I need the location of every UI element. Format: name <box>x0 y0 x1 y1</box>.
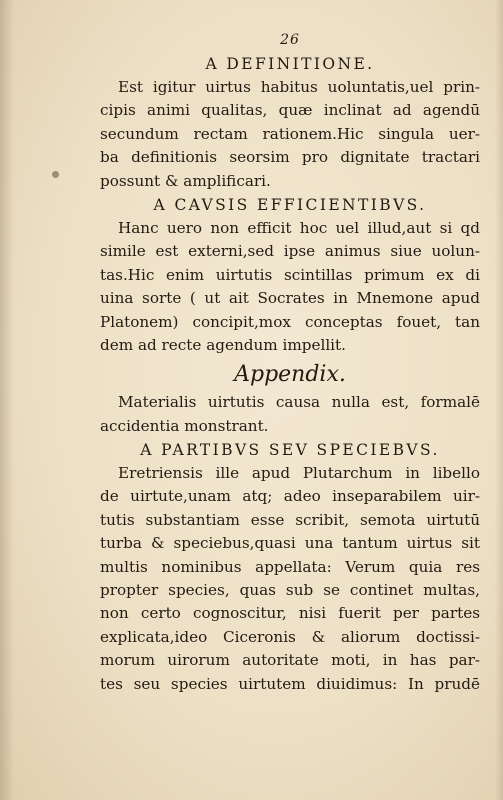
text-line: tas.Hic enim uirtutis scintillas primum ex di <box>100 265 480 284</box>
section-heading: A CAVSIS EFFICIENTIBVS. <box>153 195 427 214</box>
text-line: dem ad recte agendum impellit. <box>100 335 346 354</box>
text-line: tes seu species uirtutem diuidimus: In prudē <box>100 674 480 693</box>
margin-mark <box>52 171 59 178</box>
text-block <box>100 30 480 696</box>
text-line: possunt & amplificari. <box>100 171 271 190</box>
text-line: secundum rectam rationem.Hic singula uer- <box>100 124 480 143</box>
text-line: Eretriensis ille apud Plutarchum in libello <box>118 464 480 483</box>
gutter-shadow <box>0 0 14 800</box>
text-line: explicata,ideo Ciceronis & aliorum doctissi- <box>100 627 480 646</box>
page-number: 26 <box>280 32 300 48</box>
text-line: simile est externi,sed ipse animus siue uolun- <box>100 242 480 261</box>
text-line: turba & speciebus,quasi una tantum uirtus sit <box>100 534 480 553</box>
text-line: Platonem) concipit,mox conceptas fouet, tan <box>100 312 480 331</box>
appendix-heading: Appendix. <box>234 362 346 388</box>
text-line: Materialis uirtutis causa nulla est, formalē <box>118 393 480 412</box>
text-line: de uirtute,unam atq; adeo inseparabilem uir- <box>100 487 480 506</box>
text-line: multis nominibus appellata: Verum quia res <box>100 557 480 576</box>
text-line: Hanc uero non efficit hoc uel illud,aut si qd <box>118 218 480 237</box>
text-line: propter species, quas sub se continet multas, <box>100 581 480 600</box>
section-heading: A PARTIBVS SEV SPECIEBVS. <box>140 441 440 460</box>
section-heading: A DEFINITIONE. <box>205 55 375 73</box>
text-line: morum uirorum autoritate moti, in has par- <box>100 651 480 670</box>
text-line: cipis animi qualitas, quæ inclinat ad agendū <box>100 101 480 120</box>
text-line: uina sorte ( ut ait Socrates in Mnemone apud <box>100 289 480 308</box>
page-edge-shadow <box>495 0 503 800</box>
text-line: tutis substantiam esse scribit, semota uirtutū <box>100 510 480 529</box>
text-line: accidentia monstrant. <box>100 416 269 435</box>
text-line: non certo cognoscitur, nisi fuerit per partes <box>100 604 480 623</box>
text-line: Est igitur uirtus habitus uoluntatis,uel prin- <box>118 78 480 96</box>
text-line: ba definitionis seorsim pro dignitate tractari <box>100 148 480 167</box>
